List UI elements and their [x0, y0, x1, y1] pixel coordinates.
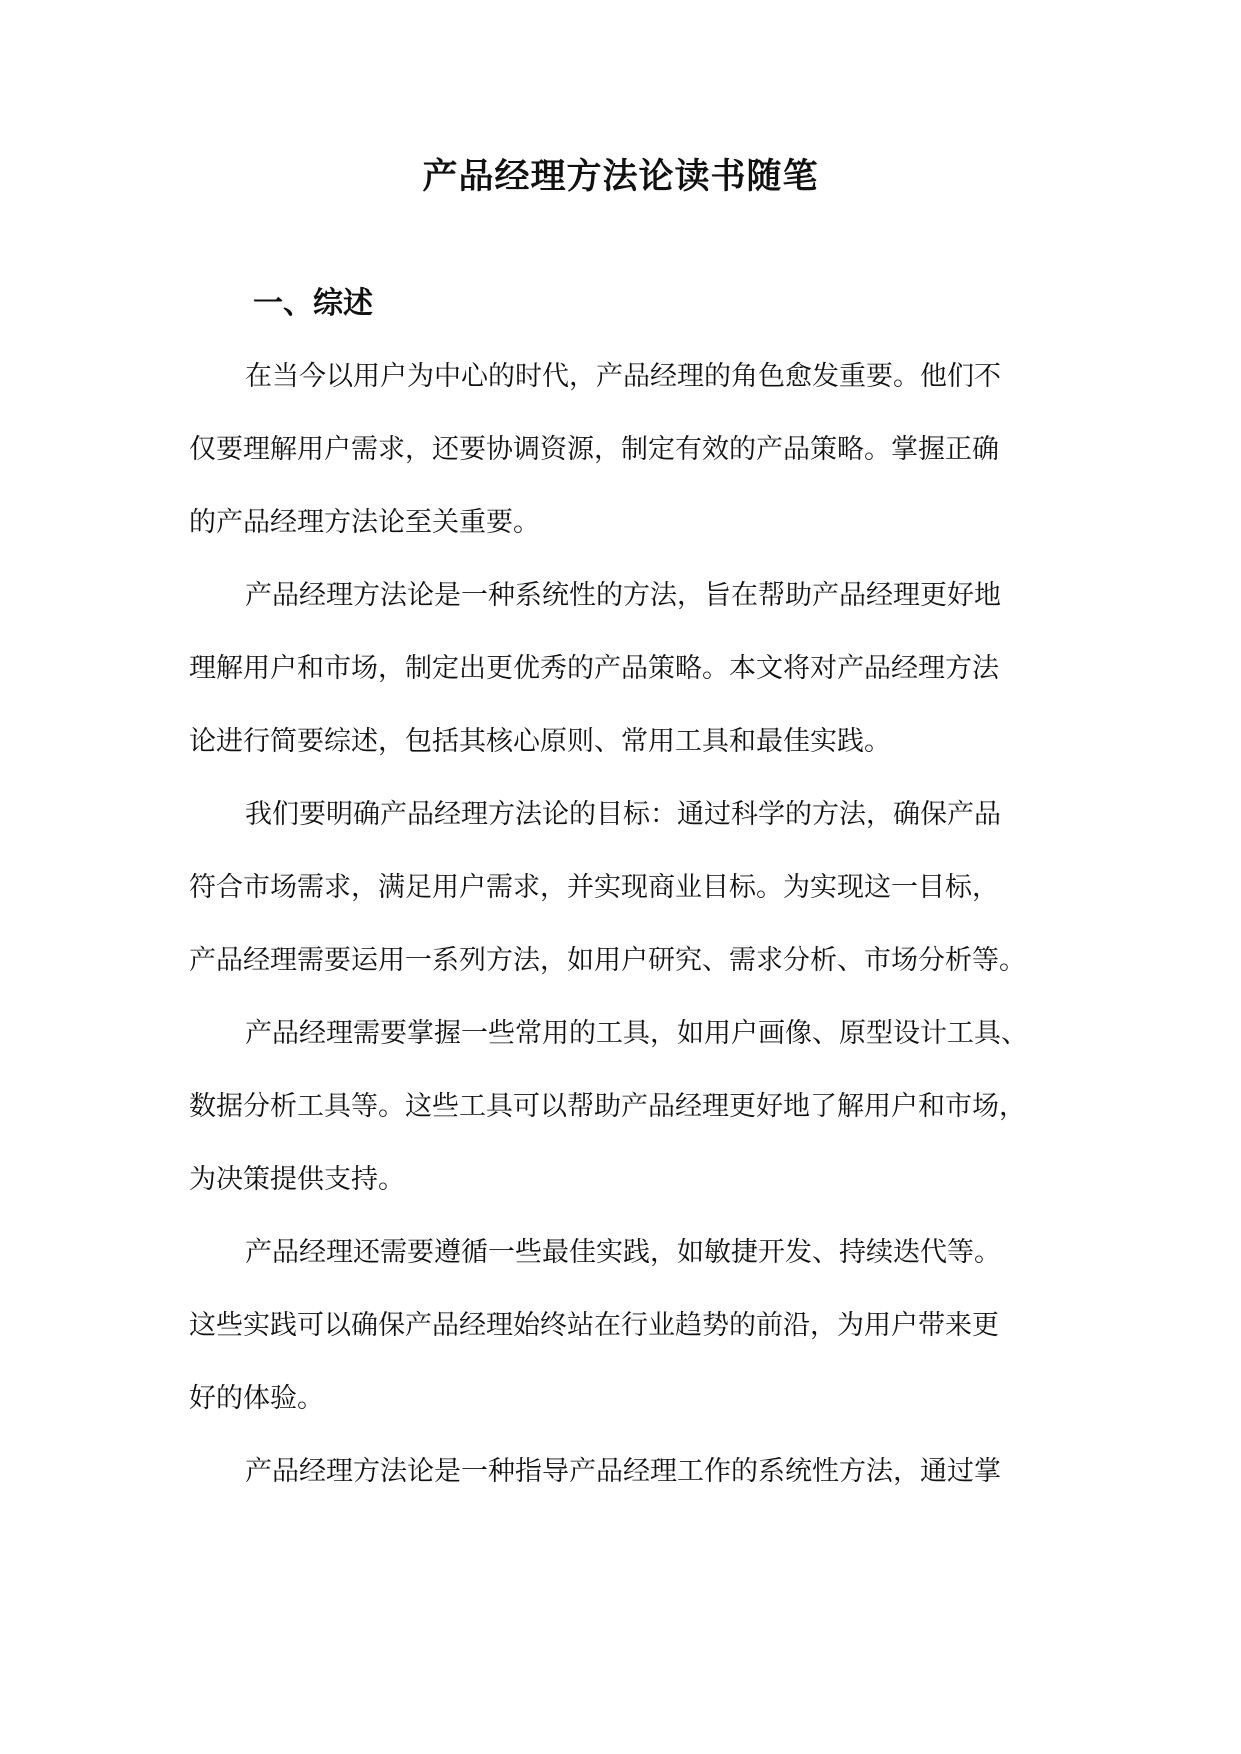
paragraph-2: [189, 559, 1052, 778]
section-heading-overview: 一、综述: [253, 286, 373, 321]
paragraph-line: 理解用户和市场，制定出更优秀的产品策略。本文将对产品经理方法: [189, 653, 999, 684]
paragraph-line: 符合市场需求，满足用户需求，并实现商业目标。为实现这一目标，: [189, 872, 999, 903]
paragraph-line: 产品经理还需要遵循一些最佳实践，如敏捷开发、持续迭代等。: [245, 1237, 1001, 1268]
paragraph-6: [189, 1435, 1052, 1508]
paragraph-line: 为决策提供支持。: [189, 1164, 405, 1195]
paragraph-line: 数据分析工具等。这些工具可以帮助产品经理更好地了解用户和市场，: [189, 1091, 1026, 1122]
paragraph-line: 这些实践可以确保产品经理始终站在行业趋势的前沿，为用户带来更: [189, 1310, 999, 1341]
document-title: 产品经理方法论读书随笔: [422, 157, 819, 197]
paragraph-line: 我们要明确产品经理方法论的目标：通过科学的方法，确保产品: [245, 799, 1001, 830]
paragraph-line: 仅要理解用户需求，还要协调资源，制定有效的产品策略。掌握正确: [189, 434, 999, 465]
paragraph-line: 产品经理方法论是一种系统性的方法，旨在帮助产品经理更好地: [245, 580, 1001, 611]
paragraph-5: [189, 1216, 1052, 1435]
paragraph-line: 的产品经理方法论至关重要。: [189, 507, 540, 538]
paragraph-line: 论进行简要综述，包括其核心原则、常用工具和最佳实践。: [189, 726, 891, 757]
paragraph-line: 产品经理方法论是一种指导产品经理工作的系统性方法，通过掌: [245, 1456, 1001, 1487]
paragraph-1: [189, 340, 1052, 559]
paragraph-3: [189, 778, 1052, 997]
paragraph-line: 产品经理需要掌握一些常用的工具，如用户画像、原型设计工具、: [245, 1018, 1028, 1049]
paragraph-4: [189, 997, 1052, 1216]
paragraph-line: 产品经理需要运用一系列方法，如用户研究、需求分析、市场分析等。: [189, 945, 1026, 976]
paragraph-line: 好的体验。: [189, 1383, 324, 1414]
paragraph-line: 在当今以用户为中心的时代，产品经理的角色愈发重要。他们不: [245, 361, 1001, 392]
